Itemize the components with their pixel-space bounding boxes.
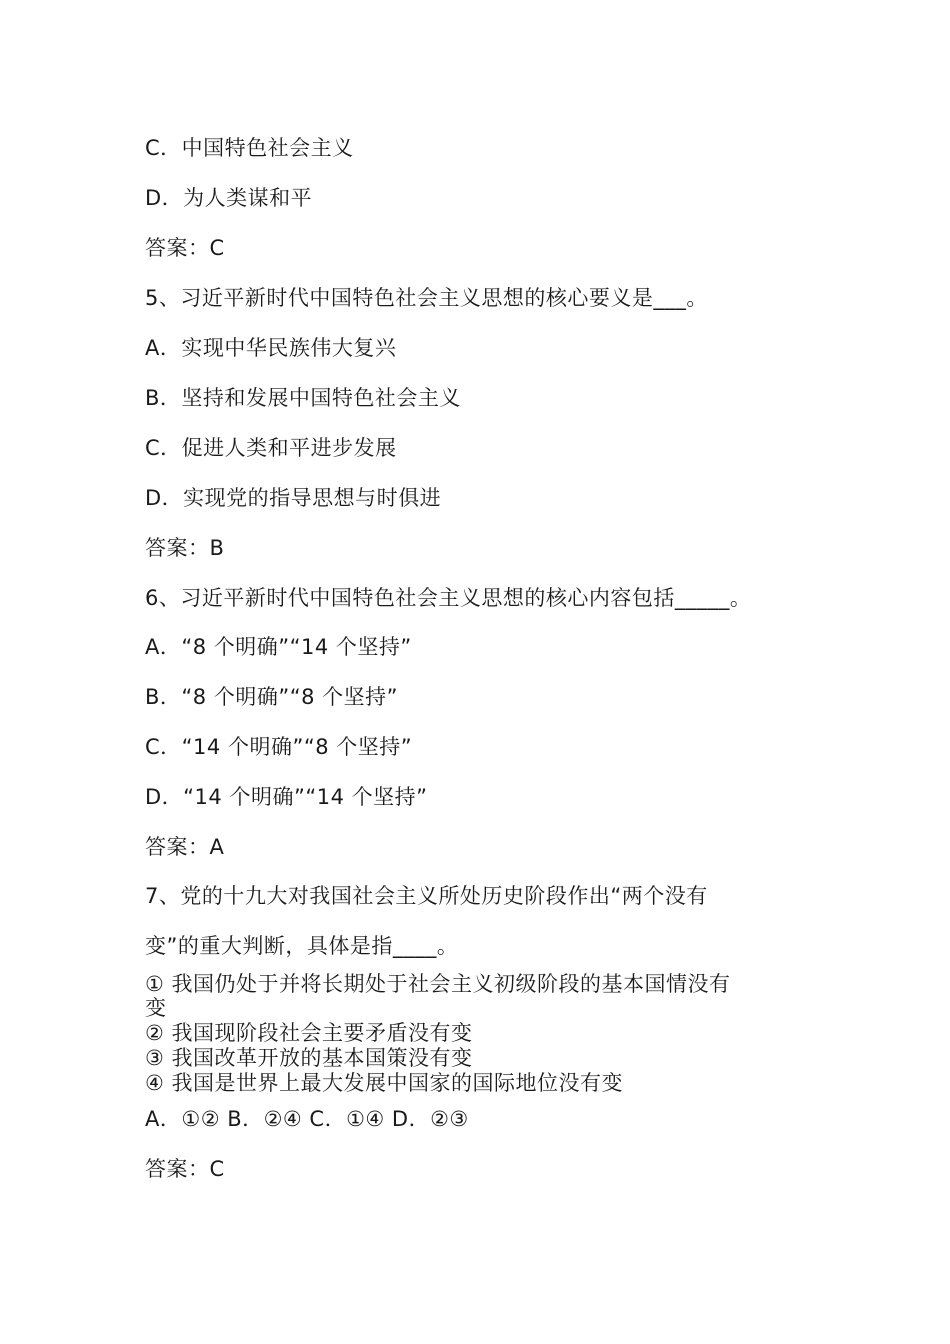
q5-answer: 答案：B xyxy=(145,536,225,560)
q7-item-2: ② 我国现阶段社会主要矛盾没有变 xyxy=(145,1021,473,1045)
q6-option-b: B．“8 个明确”“8 个坚持” xyxy=(145,685,398,709)
q7-answer: 答案：C xyxy=(145,1157,225,1181)
q5-option-d: D．实现党的指导思想与时俱进 xyxy=(145,486,442,510)
q6-answer: 答案：A xyxy=(145,835,225,859)
q7-question-line2: 变”的重大判断，具体是指____。 xyxy=(145,934,459,958)
q4-option-d: D．为人类谋和平 xyxy=(145,186,313,210)
q7-item-3: ③ 我国改革开放的基本国策没有变 xyxy=(145,1046,473,1070)
q5-option-b: B．坚持和发展中国特色社会主义 xyxy=(145,386,461,410)
q6-question: 6、习近平新时代中国特色社会主义思想的核心内容包括_____。 xyxy=(145,586,752,610)
q5-option-c: C．促进人类和平进步发展 xyxy=(145,436,397,460)
q4-answer: 答案：C xyxy=(145,236,225,260)
q7-item-1-line1: ① 我国仍处于并将长期处于社会主义初级阶段的基本国情没有 xyxy=(145,972,731,996)
q5-option-a: A．实现中华民族伟大复兴 xyxy=(145,336,397,360)
q7-item-4: ④ 我国是世界上最大发展中国家的国际地位没有变 xyxy=(145,1071,623,1095)
q7-options: A．①② B．②④ C．①④ D．②③ xyxy=(145,1107,469,1131)
q4-option-c: C．中国特色社会主义 xyxy=(145,136,354,160)
q6-option-d: D．“14 个明确”“14 个坚持” xyxy=(145,785,428,809)
q5-question: 5、习近平新时代中国特色社会主义思想的核心要义是___。 xyxy=(145,286,708,310)
q6-option-c: C．“14 个明确”“8 个坚持” xyxy=(145,735,413,759)
q7-item-1-line2: 变 xyxy=(145,996,167,1020)
q6-option-a: A．“8 个明确”“14 个坚持” xyxy=(145,635,412,659)
q7-question-line1: 7、党的十九大对我国社会主义所处历史阶段作出“两个没有 xyxy=(145,884,708,908)
